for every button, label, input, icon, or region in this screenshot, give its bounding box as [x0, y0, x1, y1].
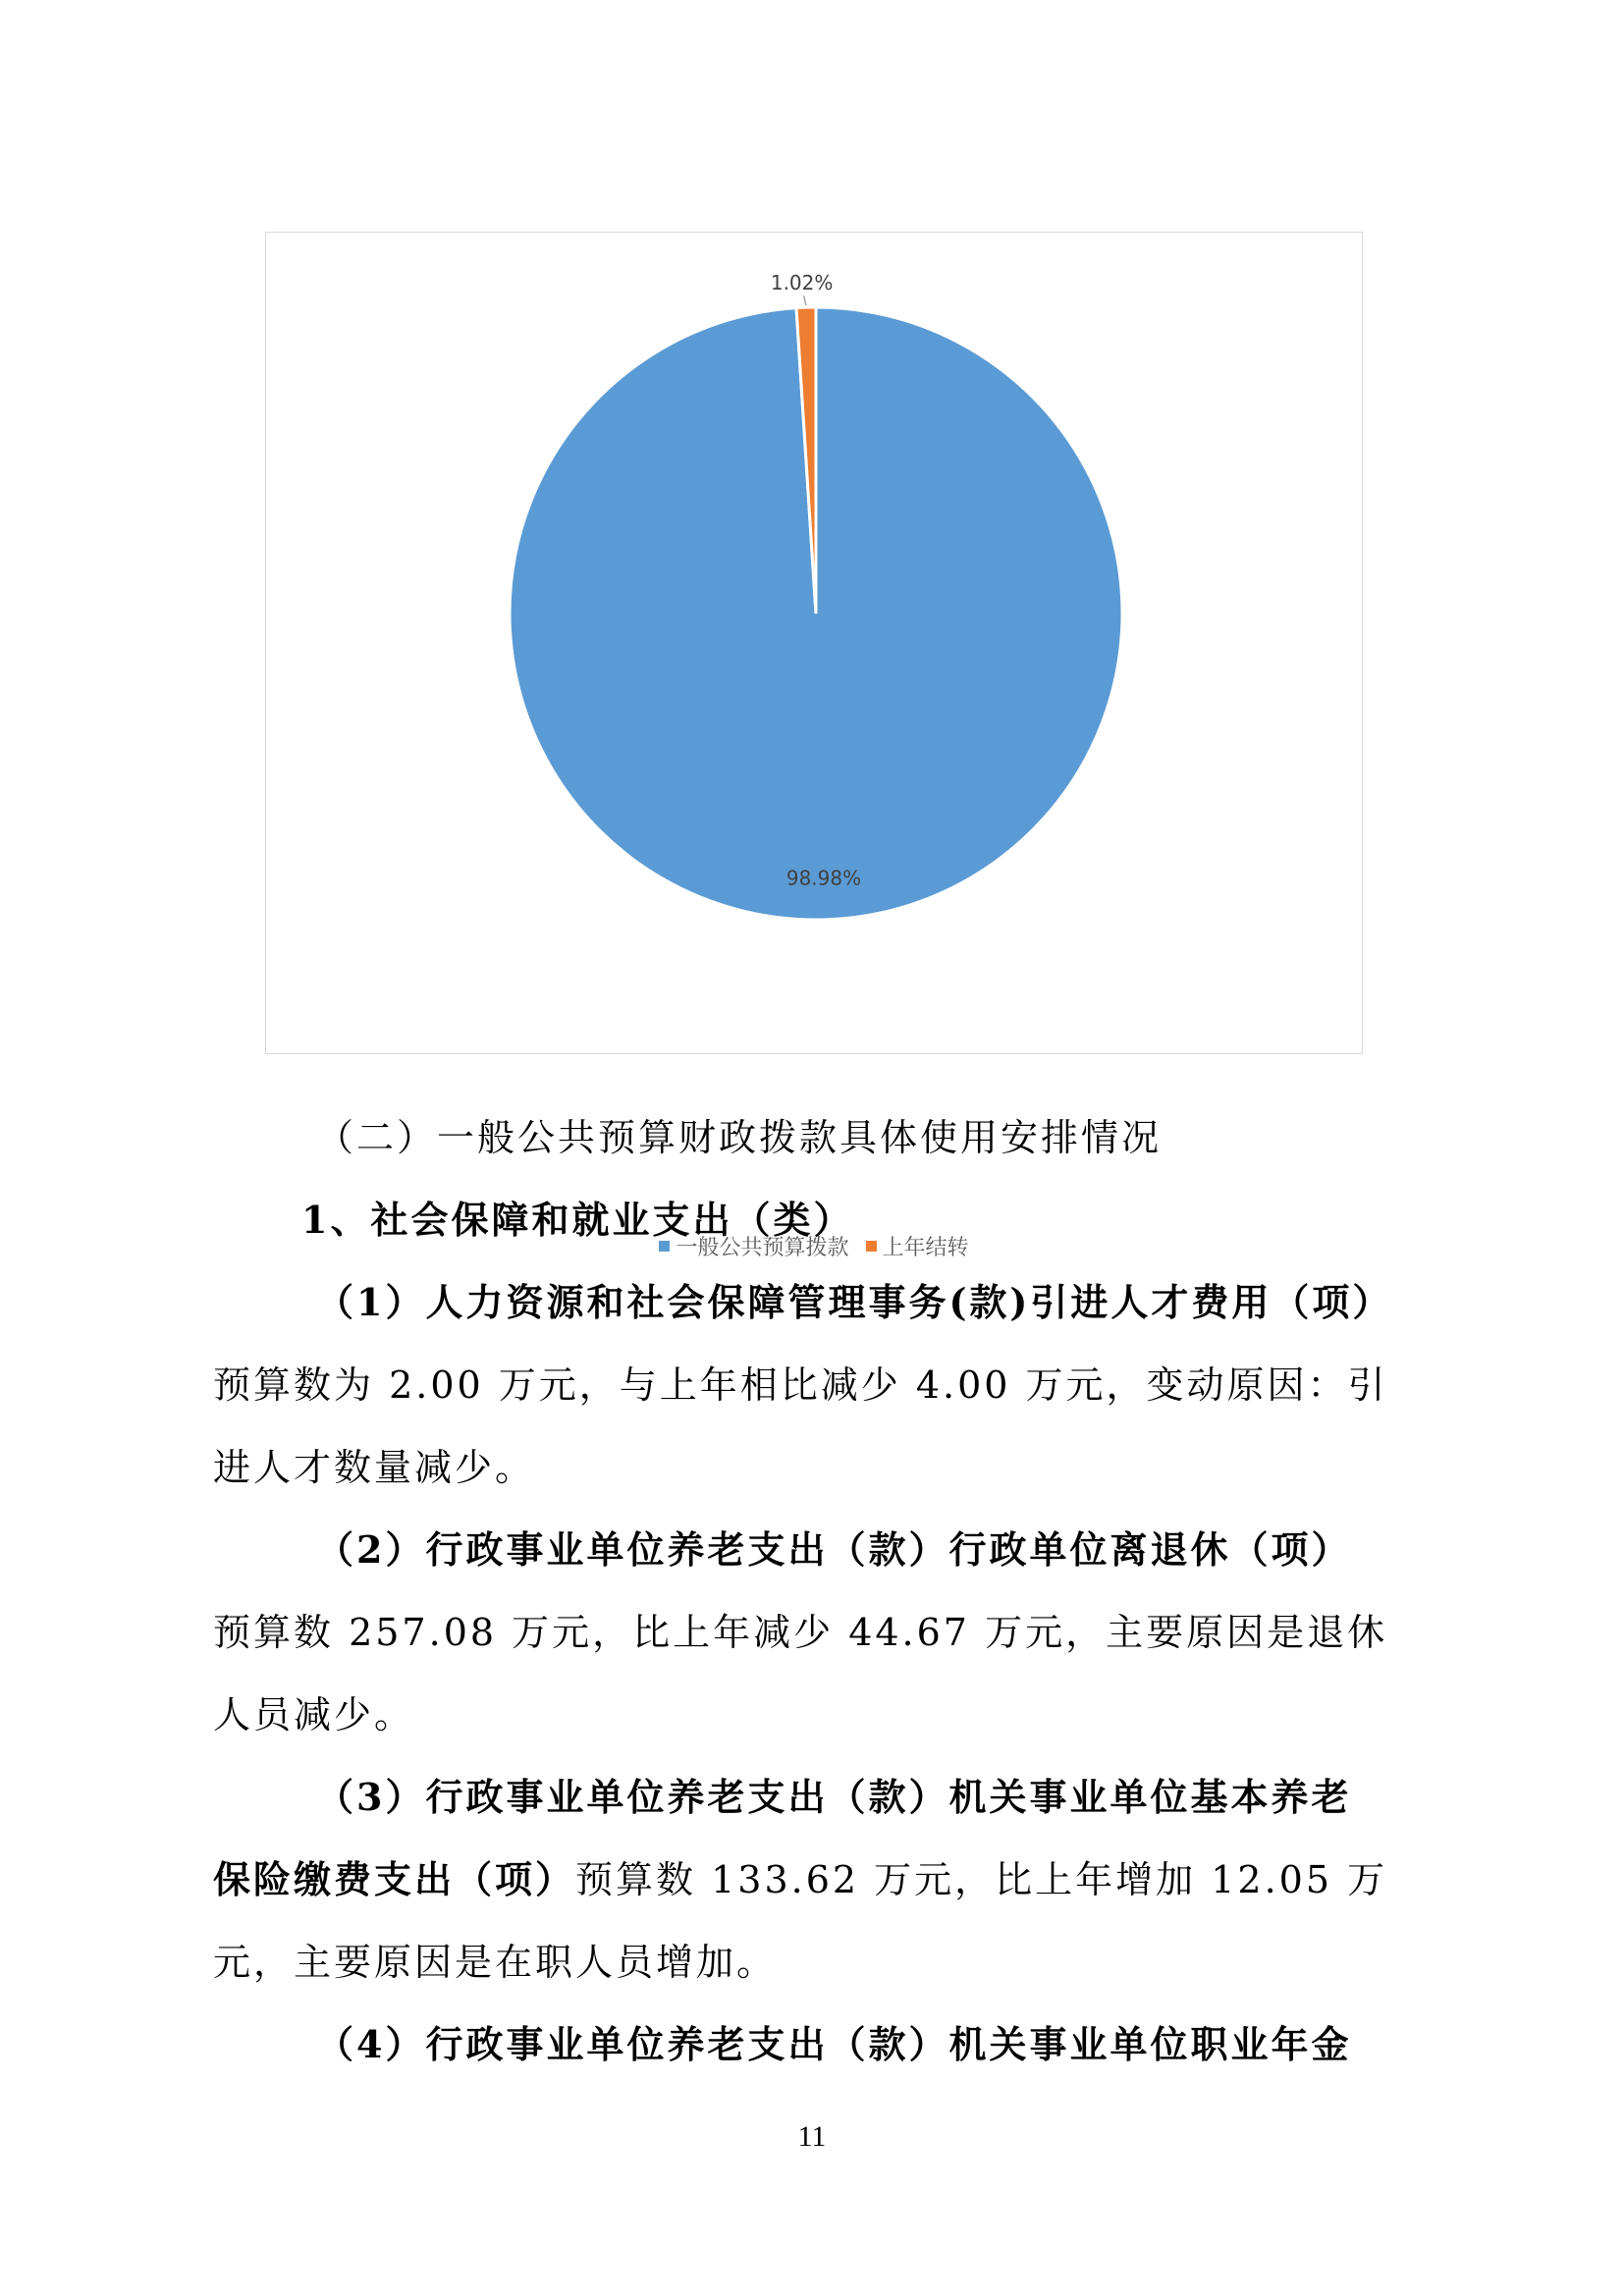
- item-2-text: 预算数 257.08 万元，比上年减少 44.67 万元，主要原因是退休: [213, 1611, 1388, 1654]
- data-label-0: 98.98%: [785, 866, 862, 890]
- item-2-title: （2）行政事业单位养老支出（款）行政单位离退休（项）: [316, 1527, 1352, 1572]
- item-3-title-cont: 保险缴费支出（项）: [213, 1857, 576, 1901]
- item-3-text: 元，主要原因是在职人员增加。: [213, 1941, 778, 1984]
- item-1-title: （1）人力资源和社会保障管理事务(款)引进人才费用（项）: [316, 1280, 1393, 1324]
- item-3-text-rest: 预算数 133.62 万元，比上年增加 12.05 万: [575, 1858, 1388, 1901]
- legend-label: 一般公共预算拨款: [676, 1236, 849, 1260]
- legend-swatch-orange-icon: [866, 1241, 877, 1252]
- item-2-text: 人员减少。: [213, 1693, 415, 1736]
- legend-label: 上年结转: [882, 1236, 969, 1260]
- item-4-title: （4）行政事业单位养老支出（款）机关事业单位职业年金: [316, 2022, 1352, 2066]
- item-3-title: （3）行政事业单位养老支出（款）机关事业单位基本养老: [316, 1775, 1352, 1819]
- section-heading-3: 1、社会保障和就业支出（类）: [301, 1198, 854, 1242]
- section-heading-2: （二）一般公共预算财政拨款具体使用安排情况: [316, 1116, 1163, 1159]
- item-1-text: 预算数为 2.00 万元，与上年相比减少 4.00 万元，变动原因：引: [213, 1363, 1388, 1407]
- item-1-text: 进人才数量减少。: [213, 1446, 536, 1489]
- page-number: 11: [797, 2120, 827, 2153]
- legend-item-carryover: [866, 1231, 969, 1261]
- leader-line-1: [804, 295, 806, 305]
- data-label-1: 1.02%: [770, 271, 834, 295]
- pie-chart-svg: [266, 233, 1364, 1055]
- item-3-text: [213, 1839, 1387, 1921]
